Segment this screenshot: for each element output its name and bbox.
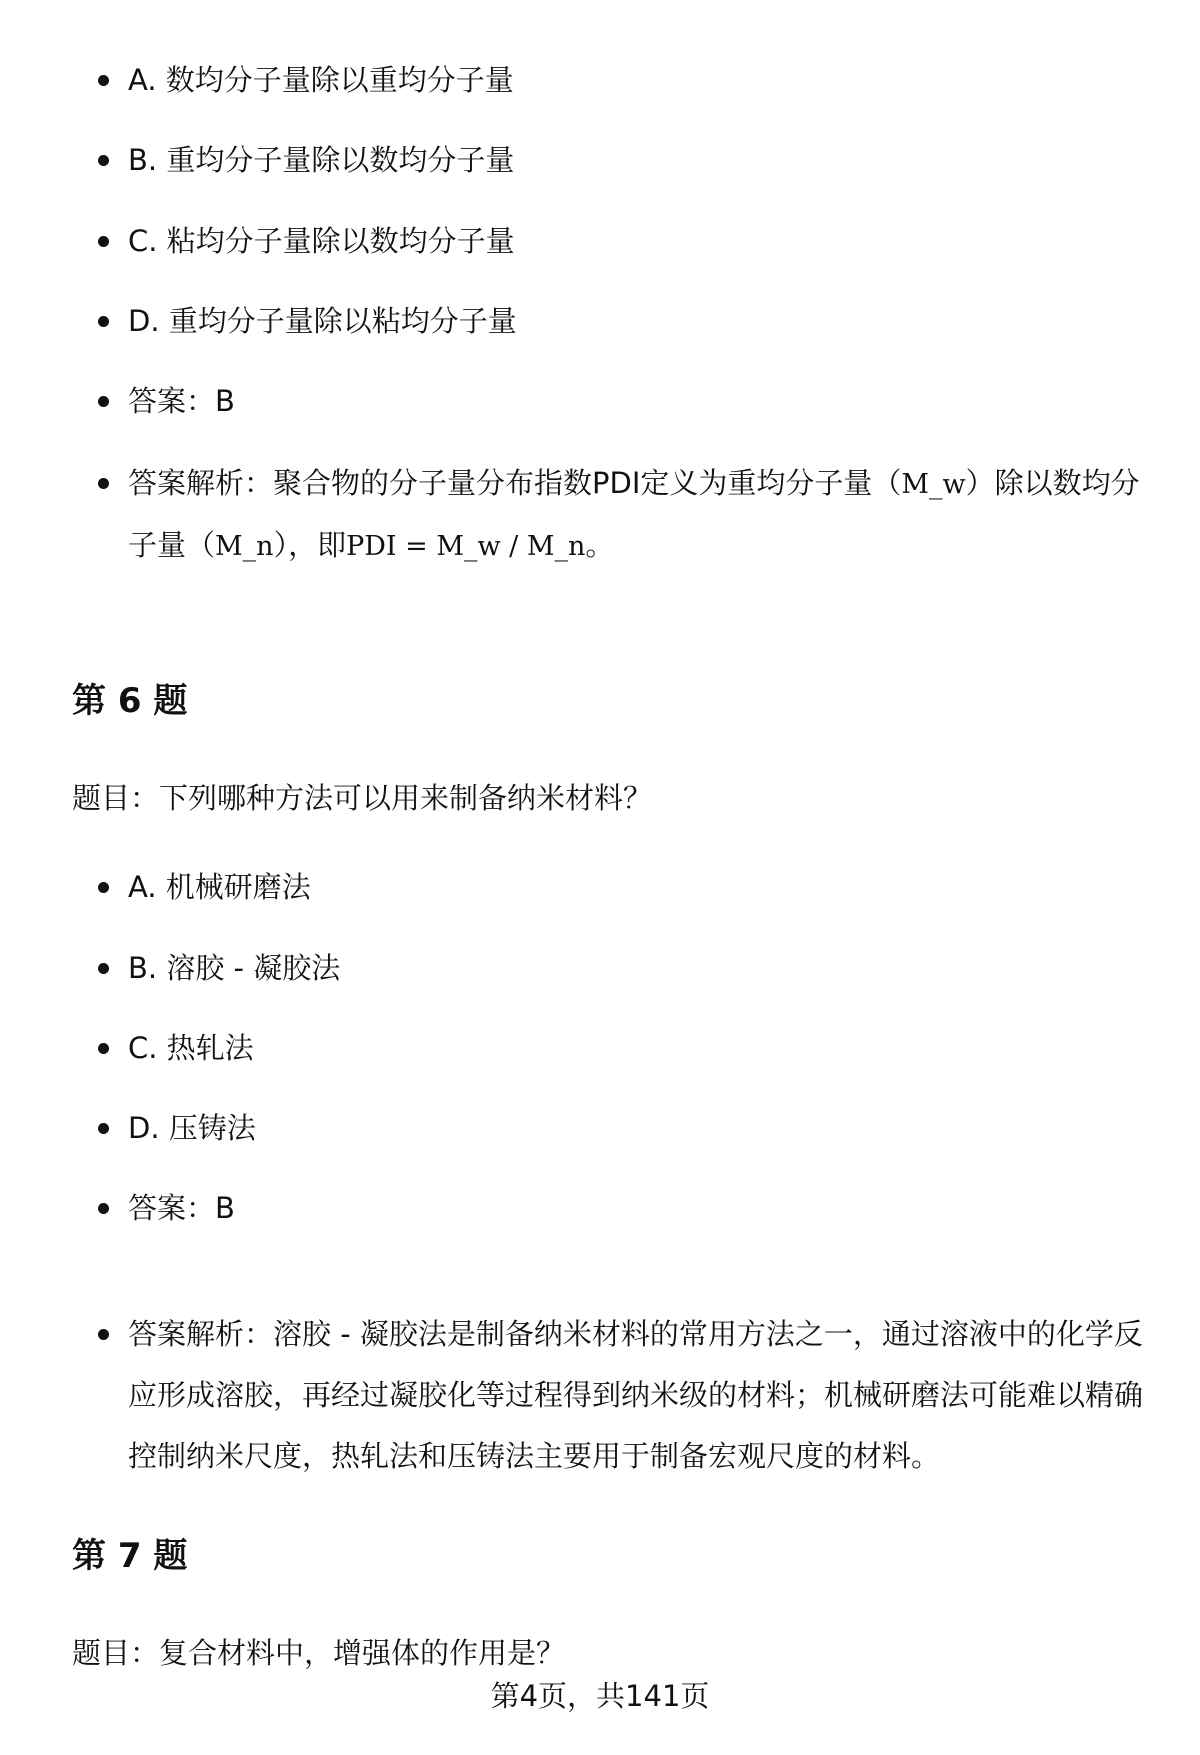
q5-explanation-mw: M_w: [901, 469, 966, 500]
q6-option-a: A. 机械研磨法: [128, 857, 1148, 918]
q5-option-b: B. 重均分子量除以数均分子量: [128, 130, 1148, 191]
q6-explanation: 答案解析：溶胶 - 凝胶法是制备纳米材料的常用方法之一，通过溶液中的化学反应形成溶胶，再经过凝胶化等过程得到纳米级的材料；机械研磨法可能难以精确控制纳米尺度，热轧法和压铸法主要用于制备宏观尺度的材料。: [128, 1304, 1148, 1487]
q5-explanation-mid: ）除以数均分子量（: [128, 466, 1140, 562]
q5-option-a: A. 数均分子量除以重均分子量: [128, 50, 1148, 111]
q6-heading: 第 6 题: [72, 681, 188, 721]
q6-option-c: C. 热轧法: [128, 1018, 1148, 1079]
page-number: 第4页，共141页: [490, 1679, 710, 1713]
q5-answer: 答案：B: [128, 371, 1148, 432]
q6-option-b: B. 溶胶 - 凝胶法: [128, 938, 1148, 999]
q6-question: 题目：下列哪种方法可以用来制备纳米材料？: [72, 781, 653, 815]
q5-explanation-mn: M_n: [215, 531, 274, 562]
q5-option-c: C. 粘均分子量除以数均分子量: [128, 211, 1148, 272]
q6-answer: 答案：B: [128, 1178, 1148, 1239]
q6-option-d: D. 压铸法: [128, 1098, 1148, 1159]
q5-explanation-mid2: ），即: [273, 528, 347, 562]
q5-explanation-prefix: 答案解析：聚合物的分子量分布指数PDI定义为重均分子量（: [128, 466, 902, 500]
q7-heading: 第 7 题: [72, 1536, 188, 1576]
q7-question: 题目：复合材料中，增强体的作用是？: [72, 1636, 566, 1670]
q5-explanation: [128, 453, 1148, 577]
q5-option-d: D. 重均分子量除以粘均分子量: [128, 291, 1148, 352]
q5-explanation-suffix: 。: [585, 528, 615, 562]
q5-explanation-formula: PDI = M_w / M_n: [346, 531, 586, 562]
